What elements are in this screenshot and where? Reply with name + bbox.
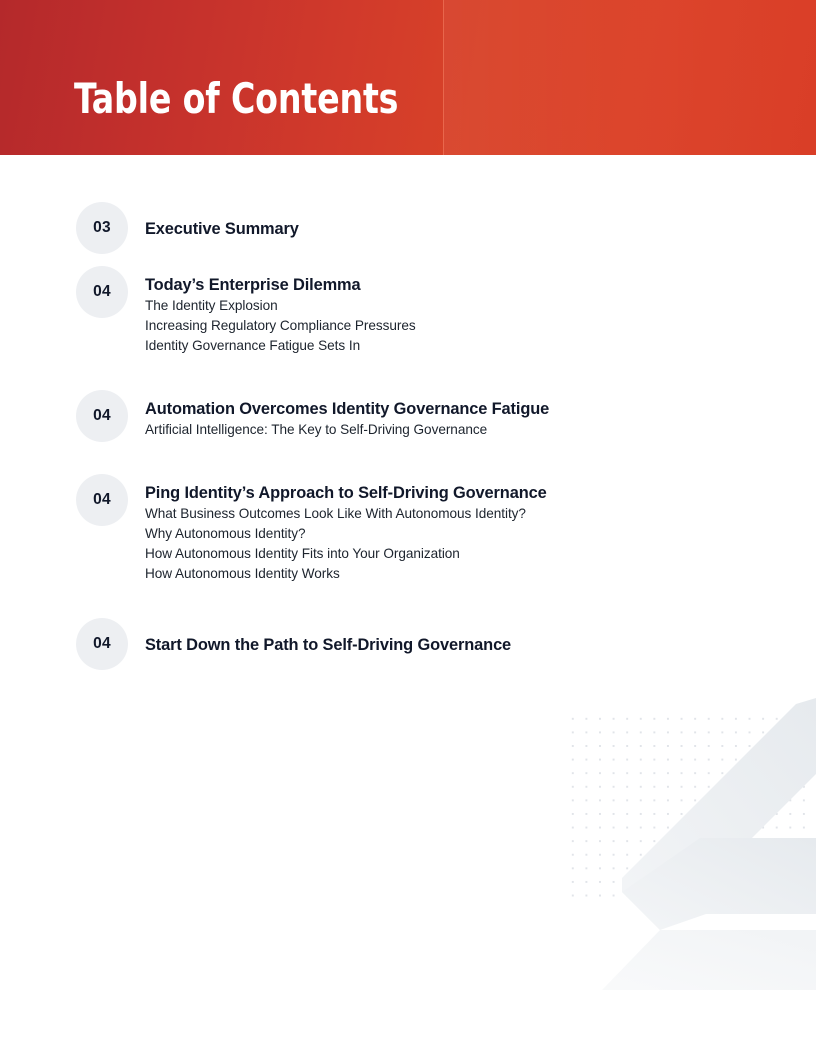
toc-entry-body: [145, 219, 785, 240]
dot-grid-icon: [566, 712, 816, 904]
toc-subitem-list: [145, 420, 785, 440]
toc-entry-number: 04: [93, 283, 111, 301]
toc-entry-number-badge: [76, 266, 128, 318]
header-seam-line: [443, 0, 444, 155]
toc-entry-title[interactable]: Automation Overcomes Identity Governance Fatigue: [145, 400, 550, 418]
toc-subitem[interactable]: Why Autonomous Identity?: [145, 526, 306, 542]
toc-entry-body: [145, 275, 785, 356]
toc-entry-number-badge: [76, 202, 128, 254]
toc-entry-body: [145, 483, 785, 584]
toc-subitem[interactable]: Increasing Regulatory Compliance Pressures: [145, 318, 416, 334]
toc-entry-number: 04: [93, 491, 111, 509]
page-header-banner: [0, 0, 816, 155]
toc-subitem[interactable]: Artificial Intelligence: The Key to Self-Driving Governance: [145, 422, 488, 437]
toc-entry-body: [145, 399, 785, 440]
toc-entry-number-badge: [76, 390, 128, 442]
corner-decoration: [540, 690, 816, 990]
toc-subitem-list: [145, 296, 785, 356]
toc-subitem[interactable]: The Identity Explosion: [145, 298, 278, 313]
toc-entry-number: 04: [93, 407, 111, 425]
header-sheen-overlay: [444, 0, 816, 155]
toc-entry-title[interactable]: Ping Identity’s Approach to Self-Driving Governance: [145, 484, 547, 502]
toc-entry-number-badge: [76, 474, 128, 526]
chevron-arrow-icon: [540, 690, 816, 990]
toc-subitem[interactable]: Identity Governance Fatigue Sets In: [145, 338, 361, 354]
page-title: Table of Contents: [74, 74, 399, 123]
toc-entry-body: [145, 635, 785, 656]
toc-subitem[interactable]: What Business Outcomes Look Like With Autonomous Identity?: [145, 506, 526, 521]
toc-subitem[interactable]: How Autonomous Identity Works: [145, 566, 340, 582]
toc-entry-title[interactable]: Today’s Enterprise Dilemma: [145, 276, 361, 294]
toc-entry-number-badge: [76, 618, 128, 670]
toc-entry-title[interactable]: Executive Summary: [145, 220, 299, 238]
toc-subitem[interactable]: How Autonomous Identity Fits into Your Organization: [145, 546, 460, 562]
toc-entry-title[interactable]: Start Down the Path to Self-Driving Governance: [145, 636, 512, 654]
toc-entry-number: 03: [93, 219, 111, 237]
toc-subitem-list: [145, 504, 785, 584]
toc-entry-number: 04: [93, 635, 111, 653]
